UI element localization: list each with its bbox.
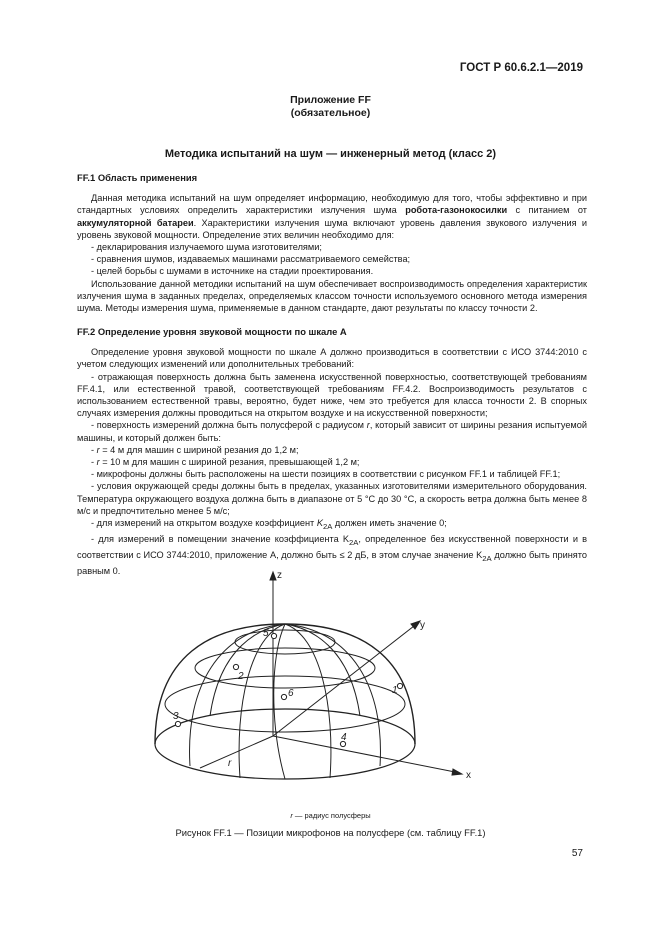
mic-label-6: 6 [288, 688, 294, 699]
x-axis-arrow [452, 769, 462, 775]
ff2-paragraph: - поверхность измерений должна быть полусферой с радиусом r, который зависит от ширины резания испытуемой машины, и который должен быть: [77, 420, 587, 443]
axis-x-label: x [466, 770, 471, 781]
figure-caption: Рисунок FF.1 — Позиции микрофонов на полусфере (см. таблицу FF.1) [175, 827, 486, 838]
ff1-list-item: - сравнения шумов, издаваемых машинами рассматриваемого семейства; [91, 254, 411, 265]
meridian [285, 624, 360, 716]
hemisphere-diagram [150, 566, 510, 808]
x-axis-line [273, 736, 455, 772]
axis-z-label: z [277, 570, 282, 581]
mic-position-3 [175, 721, 180, 726]
mic-label-2: 2 [238, 671, 244, 682]
figure-note: r — радиус полусферы [290, 811, 371, 820]
mic-label-3: 3 [173, 711, 179, 722]
page-number: 57 [571, 848, 583, 859]
z-axis-arrow [270, 572, 276, 580]
section-ff1 [77, 172, 587, 314]
mic-position-5 [271, 633, 276, 638]
base-ellipse [155, 709, 415, 779]
section-ff2-heading: FF.2 Определение уровня звуковой мощности по шкале А [77, 326, 347, 337]
ff2-paragraph: - отражающая поверхность должна быть заменена искусственной поверхностью, соответствующей требованиям FF.4.1, или естественной травой, соответствующей требованиям FF.4.2. Воспроизводимость результатов с использованием естественной травы, вероятно, будет ниже, чем это требуется для класса точности 2. В спорных случаях измерения должны проводиться на открытом воздухе и на искусственной поверхности; [77, 371, 587, 419]
ff2-paragraph: - для измерений на открытом воздухе коэффициент $K_{2A}$ должен иметь значение 0; [91, 518, 447, 531]
ff2-paragraph: - r = 4 м для машин с шириной резания до 1,2 м; [91, 444, 299, 455]
ff1-list-item: - целей борьбы с шумами в источнике на стадии проектирования. [91, 266, 374, 277]
meridian [285, 624, 331, 778]
ff2-paragraph: - для измерений в помещении значение коэффициента $K_{2A}$, определенное без искусственной поверхности и в соответствии с ИСО 3744:2010, приложение А, должно быть ≤ 2 дБ, в этом случае значение $K_{2A}$ должно быть принято равным 0. [77, 534, 588, 577]
meridian [274, 624, 285, 779]
mic-position-1 [397, 683, 402, 688]
latitude-ring [165, 676, 405, 732]
standard-number: ГОСТ Р 60.6.2.1—2019 [459, 62, 583, 74]
mic-label-4: 4 [341, 732, 347, 743]
mic-position-2 [233, 664, 238, 669]
y-axis-line [273, 626, 414, 736]
ff2-paragraph: - r = 10 м для машин с шириной резания, превышающей 1,2 м; [91, 457, 360, 468]
ff1-paragraph-2: Использование данной методики испытаний на шум обеспечивает воспроизводимость определения характеристик излучения шума в заданных пределах, определяемых классом точности используемого основного метода измерения шума. Методы измерения шума, применяемые в данном стандарте, дают результаты по классу точности 2. [77, 278, 587, 314]
radius-line [200, 736, 273, 768]
hemisphere-figure [150, 566, 510, 808]
mic-label-5: 5 [263, 628, 269, 639]
annex-status: (обязательное) [290, 107, 371, 119]
mic-label-1: 1 [392, 685, 398, 696]
axis-y-label: y [420, 620, 425, 631]
ff1-list-item: - декларирования излучаемого шума изготовителями; [91, 242, 322, 253]
dome-outline [155, 624, 415, 744]
annex-title: Приложение FF [290, 94, 371, 106]
section-ff2 [77, 326, 587, 577]
document-title: Методика испытаний на шум — инженерный метод (класс 2) [164, 148, 497, 160]
ff2-paragraph: - микрофоны должны быть расположены на шести позициях в соответствии с рисунком FF.1 и таблицей FF.1; [91, 469, 561, 480]
ff2-paragraph: - условия окружающей среды должны быть в пределах, указанных изготовителями измерительного оборудования. Температура окружающего воздуха должна быть в диапазоне от 5 °С до 30 °С, а скорость ветра должна быть менее 8 м/с и предпочтительно менее 5 м/с; [77, 481, 587, 516]
radius-label: r [228, 758, 232, 769]
ff1-paragraph-1: Данная методика испытаний на шум определяет информацию, необходимую для того, чтобы эффективно и при стандартных условиях определить характеристики излучения шума робота-газонокосилки с питанием от аккумуляторной батареи. Характеристики излучения шума включают уровень давления звукового излучения и уровень звуковой мощности. Определение этих величин необходимо для: [77, 193, 587, 240]
section-ff1-heading: FF.1 Область применения [77, 172, 198, 183]
annex-heading [0, 94, 661, 120]
ff2-paragraph: Определение уровня звуковой мощности по шкале А должно производиться в соответствии с ИСО 3744:2010 с учетом следующих изменений или дополнительных требований: [77, 347, 587, 370]
mic-position-6 [281, 694, 286, 699]
